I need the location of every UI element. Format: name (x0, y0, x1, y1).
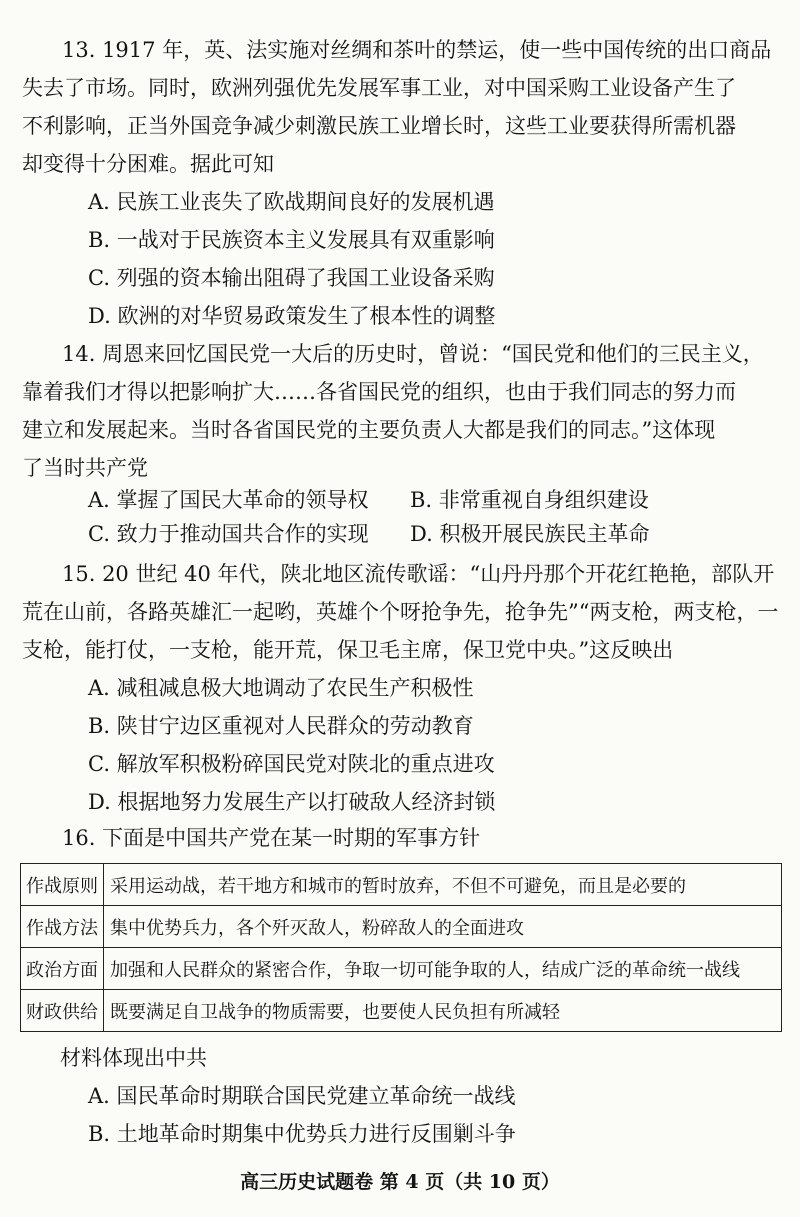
military-policy-table (20, 863, 782, 1032)
table-value-cell: 集中优势兵力，各个歼灭敌人，粉碎敌人的全面进攻 (104, 906, 782, 948)
q13-option-c: C. 列强的资本输出阻碍了我国工业设备采购 (88, 266, 495, 290)
table-value-cell: 加强和人民群众的紧密合作，争取一切可能争取的人，结成广泛的革命统一战线 (104, 948, 782, 990)
q15-stem-line-2: 荒在山前，各路英雄汇一起哟，英雄个个呀抢争先，抢争先”“两支枪，两支枪，一 (22, 600, 779, 624)
table-value-cell: 既要满足自卫战争的物质需要，也要使人民负担有所减轻 (104, 990, 782, 1032)
q15-option-b: B. 陕甘宁边区重视对人民群众的劳动教育 (88, 714, 474, 738)
q13-option-a: A. 民族工业丧失了欧战期间良好的发展机遇 (88, 190, 495, 214)
q13-stem-line-3: 不利影响，正当外国竞争减少刺激民族工业增长时，这些工业要获得所需机器 (22, 114, 736, 138)
q13-option-d: D. 欧洲的对华贸易政策发生了根本性的调整 (88, 304, 496, 328)
table-key-cell: 财政供给 (21, 990, 104, 1032)
table-row (21, 948, 782, 990)
q16-option-a: A. 国民革命时期联合国民党建立革命统一战线 (88, 1084, 516, 1108)
q13-stem-line-1: 13. 1917 年，英、法实施对丝绸和茶叶的禁运，使一些中国传统的出口商品 (62, 38, 772, 62)
q14-option-c: C. 致力于推动国共合作的实现 (88, 522, 369, 546)
q16-option-b: B. 土地革命时期集中优势兵力进行反围剿斗争 (88, 1122, 516, 1146)
q13-stem-line-4: 却变得十分困难。据此可知 (22, 152, 274, 176)
table-key-cell: 作战原则 (21, 864, 104, 906)
q14-stem-line-1: 14. 周恩来回忆国民党一大后的历史时，曾说：“国民党和他们的三民主义， (62, 342, 764, 366)
table-key-cell: 政治方面 (21, 948, 104, 990)
q14-option-d: D. 积极开展民族民主革命 (410, 522, 650, 546)
q15-option-a: A. 减租减息极大地调动了农民生产积极性 (88, 676, 474, 700)
q13-stem-line-2: 失去了市场。同时，欧洲列强优先发展军事工业，对中国采购工业设备产生了 (22, 76, 736, 100)
q15-stem-line-1: 15. 20 世纪 40 年代，陕北地区流传歌谣：“山丹丹那个开花红艳艳，部队开 (62, 562, 775, 586)
q14-option-a: A. 掌握了国民大革命的领导权 (88, 488, 369, 512)
q15-option-c: C. 解放军积极粉碎国民党对陕北的重点进攻 (88, 752, 495, 776)
table-row (21, 864, 782, 906)
table-row (21, 990, 782, 1032)
q14-stem-line-2: 靠着我们才得以把影响扩大……各省国民党的组织，也由于我们同志的努力而 (22, 380, 736, 404)
table-row (21, 906, 782, 948)
q15-option-d: D. 根据地努力发展生产以打破敌人经济封锁 (88, 790, 496, 814)
q16-stem: 16. 下面是中国共产党在某一时期的军事方针 (62, 826, 481, 850)
q14-stem-line-4: 了当时共产党 (22, 456, 148, 480)
table-key-cell: 作战方法 (21, 906, 104, 948)
table-value-cell: 采用运动战，若干地方和城市的暂时放弃，不但不可避免，而且是必要的 (104, 864, 782, 906)
q16-material-prompt: 材料体现出中共 (60, 1046, 207, 1070)
q15-stem-line-3: 支枪，能打仗，一支枪，能开荒，保卫毛主席，保卫党中央。”这反映出 (22, 638, 674, 662)
q14-option-b: B. 非常重视自身组织建设 (410, 488, 649, 512)
q14-stem-line-3: 建立和发展起来。当时各省国民党的主要负责人大都是我们的同志。”这体现 (22, 418, 716, 442)
page-footer: 高三历史试题卷 第 4 页（共 10 页） (240, 1171, 560, 1193)
q13-option-b: B. 一战对于民族资本主义发展具有双重影响 (88, 228, 495, 252)
